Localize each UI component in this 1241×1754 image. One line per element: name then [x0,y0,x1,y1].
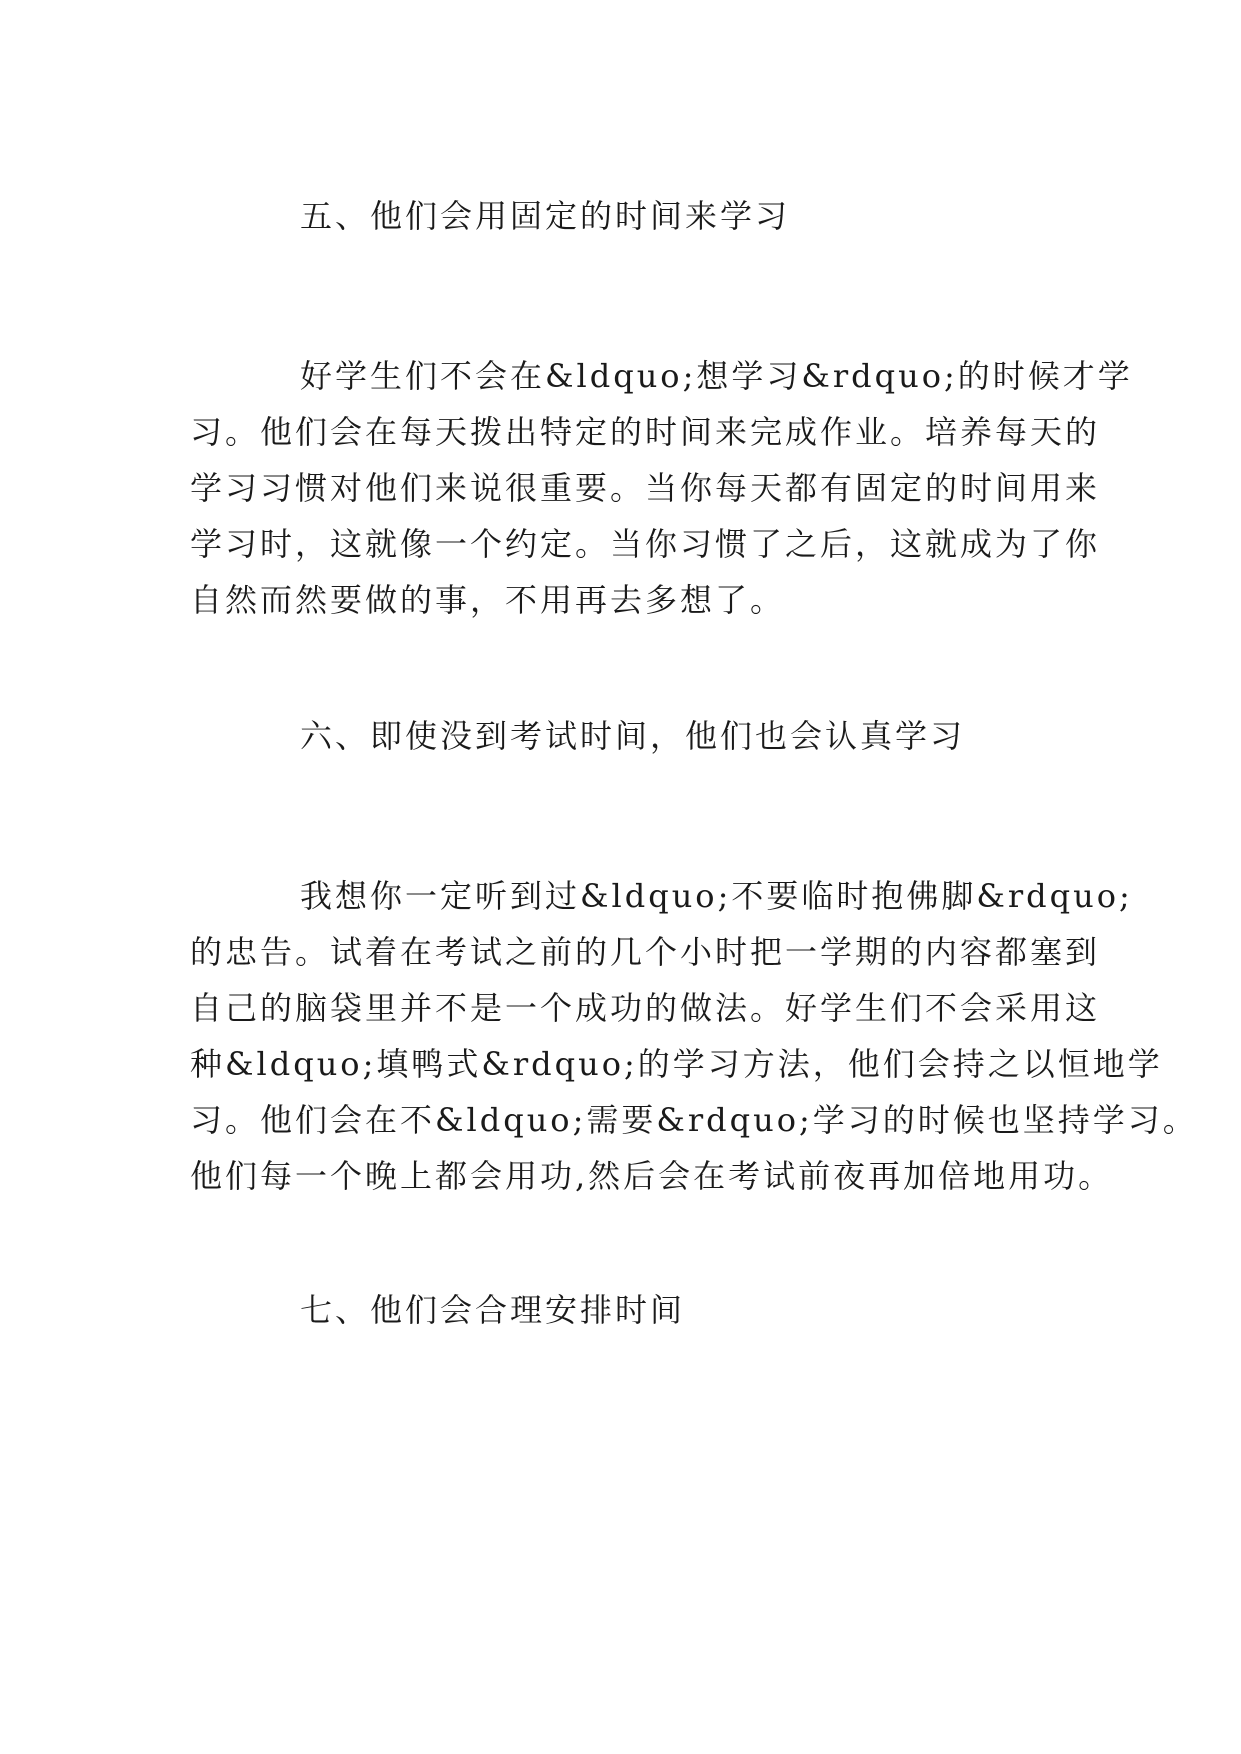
paragraph-line: 好学生们不会在&ldquo;想学习&rdquo;的时候才学 [300,357,1133,395]
paragraph-line: 我想你一定听到过&ldquo;不要临时抱佛脚&rdquo; [300,877,1133,915]
section-paragraph-5 [190,348,1133,628]
paragraph-line: 学习习惯对他们来说很重要。当你每天都有固定的时间用来 [190,469,1101,507]
heading-text: 七、他们会合理安排时间 [300,1291,686,1329]
heading-text: 六、即使没到考试时间，他们也会认真学习 [300,717,966,755]
paragraph-line: 习。他们会在每天拨出特定的时间来完成作业。培养每天的 [190,413,1101,451]
paragraph-line: 的忠告。试着在考试之前的几个小时把一学期的内容都塞到 [190,933,1101,971]
section-heading-6 [190,708,1060,764]
paragraph-line: 学习时，这就像一个约定。当你习惯了之后，这就成为了你 [190,525,1101,563]
paragraph-line: 习。他们会在不&ldquo;需要&rdquo;学习的时候也坚持学习。 [190,1101,1198,1139]
section-heading-7 [190,1282,1060,1338]
paragraph-line: 自然而然要做的事，不用再去多想了。 [190,581,786,619]
section-paragraph-6 [190,868,1198,1204]
paragraph-line: 自己的脑袋里并不是一个成功的做法。好学生们不会采用这 [190,989,1101,1027]
section-heading-5 [190,188,1060,244]
paragraph-line: 种&ldquo;填鸭式&rdquo;的学习方法，他们会持之以恒地学 [190,1045,1163,1083]
paragraph-line: 他们每一个晚上都会用功,然后会在考试前夜再加倍地用功。 [190,1157,1114,1195]
heading-text: 五、他们会用固定的时间来学习 [300,197,791,235]
